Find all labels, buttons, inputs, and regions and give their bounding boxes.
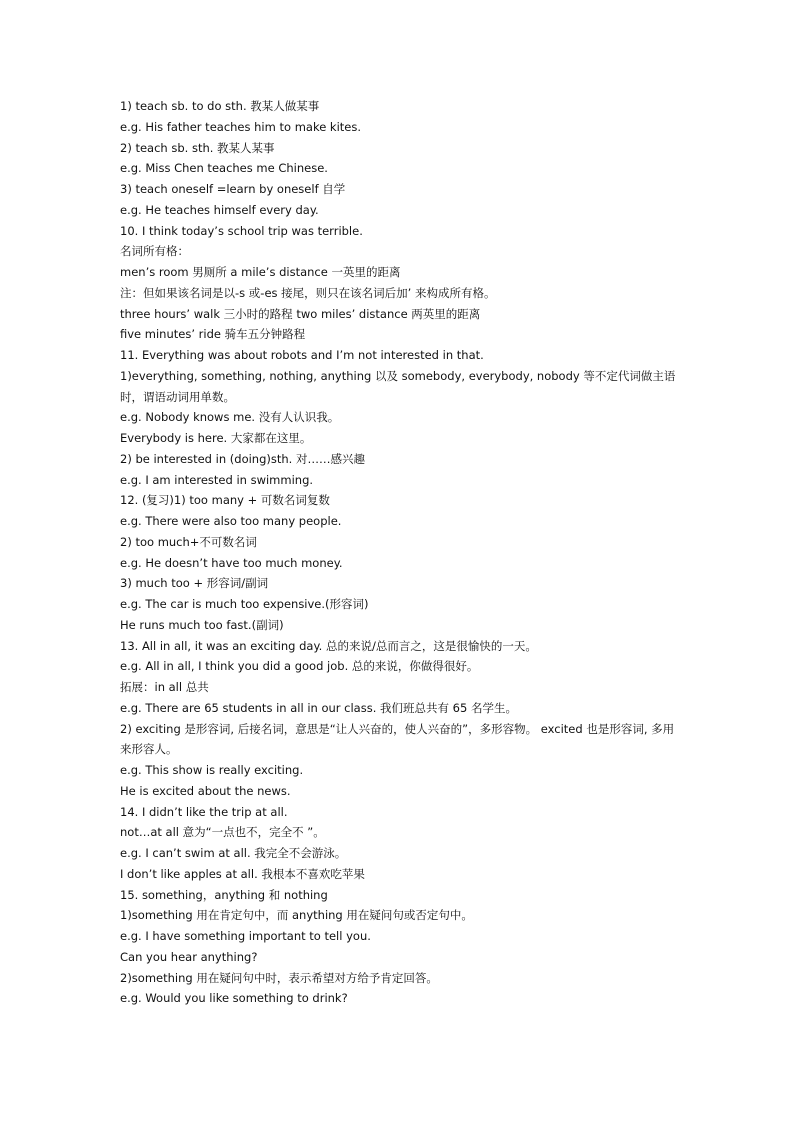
text-line: e.g. The car is much too expensive.(形容词): [120, 597, 369, 611]
text-line: 13. All in all, it was an exciting day. 总的来说/总而言之，这是很愉快的一天。: [120, 638, 537, 653]
text-line: 1)something 用在肯定句中，而 anything 用在疑问句或否定句中。: [120, 908, 473, 923]
document-body: [120, 96, 680, 1009]
text-line: 2) too much+不可数名词: [120, 534, 257, 549]
text-line: Can you hear anything?: [120, 949, 258, 964]
text-line: 1) teach sb. to do sth. 教某人做某事: [120, 99, 320, 113]
text-line: e.g. His father teaches him to make kites.: [120, 119, 362, 134]
text-line: e.g. I have something important to tell you.: [120, 929, 371, 943]
text-line: 2) teach sb. sth. 教某人某事: [120, 140, 275, 155]
text-line: e.g. Nobody knows me. 没有人认识我。: [120, 410, 340, 425]
text-line: 名词所有格：: [120, 244, 189, 259]
text-line: men’s room 男厕所 a mile’s distance 一英里的距离: [120, 265, 401, 279]
text-line: not…at all 意为“一点也不，完全不 ”。: [120, 825, 325, 840]
text-line: 14. I didn’t like the trip at all.: [120, 804, 288, 819]
text-line: 12. (复习)1) too many + 可数名词复数: [120, 493, 330, 508]
text-line: He runs much too fast.(副词): [120, 617, 284, 632]
text-line: five minutes’ ride 骑车五分钟路程: [120, 327, 306, 342]
text-line: I don’t like apples at all. 我根本不喜欢吃苹果: [120, 866, 365, 881]
text-line: 注：但如果该名词是以-s 或-es 接尾，则只在该名词后加’ 来构成所有格。: [120, 285, 496, 300]
text-line: e.g. Would you like something to drink?: [120, 991, 348, 1006]
text-line: He is excited about the news.: [120, 783, 291, 798]
text-line: 11. Everything was about robots and I’m not interested in that.: [120, 348, 484, 362]
text-line: e.g. I am interested in swimming.: [120, 472, 314, 487]
text-line: 拓展：in all 总共: [120, 680, 209, 694]
text-line: e.g. There are 65 students in all in our class. 我们班总共有 65 名学生。: [120, 700, 517, 715]
text-line: e.g. There were also too many people.: [120, 514, 342, 528]
text-line: 2) be interested in (doing)sth. 对……感兴趣: [120, 451, 365, 466]
text-line: e.g. All in all, I think you did a good job. 总的来说，你做得很好。: [120, 659, 479, 674]
text-line: e.g. I can’t swim at all. 我完全不会游泳。: [120, 846, 347, 860]
text-line: e.g. He teaches himself every day.: [120, 202, 319, 217]
text-paragraph: 2) exciting 是形容词, 后接名词，意思是“让人兴奋的，使人兴奋的”，多形容物。 excited 也是形容词, 多用来形容人。: [120, 721, 675, 757]
text-line: three hours’ walk 三小时的路程 two miles’ distance 两英里的距离: [120, 306, 481, 321]
text-line: 3) much too + 形容词/副词: [120, 576, 269, 591]
text-line: 15. something，anything 和 nothing: [120, 887, 328, 902]
text-line: e.g. He doesn’t have too much money.: [120, 555, 343, 570]
text-line: e.g. This show is really exciting.: [120, 763, 304, 777]
text-line: 10. I think today’s school trip was terrible.: [120, 223, 363, 238]
text-line: 3) teach oneself =learn by oneself 自学: [120, 182, 346, 196]
text-paragraph: 1)everything, something, nothing, anything 以及 somebody, everybody, nobody 等不定代词做主语时，谓语动词用单数。: [120, 368, 676, 404]
text-line: 2)something 用在疑问句中时，表示希望对方给予肯定回答。: [120, 970, 438, 985]
text-line: e.g. Miss Chen teaches me Chinese.: [120, 161, 328, 176]
text-line: Everybody is here. 大家都在这里。: [120, 431, 312, 445]
